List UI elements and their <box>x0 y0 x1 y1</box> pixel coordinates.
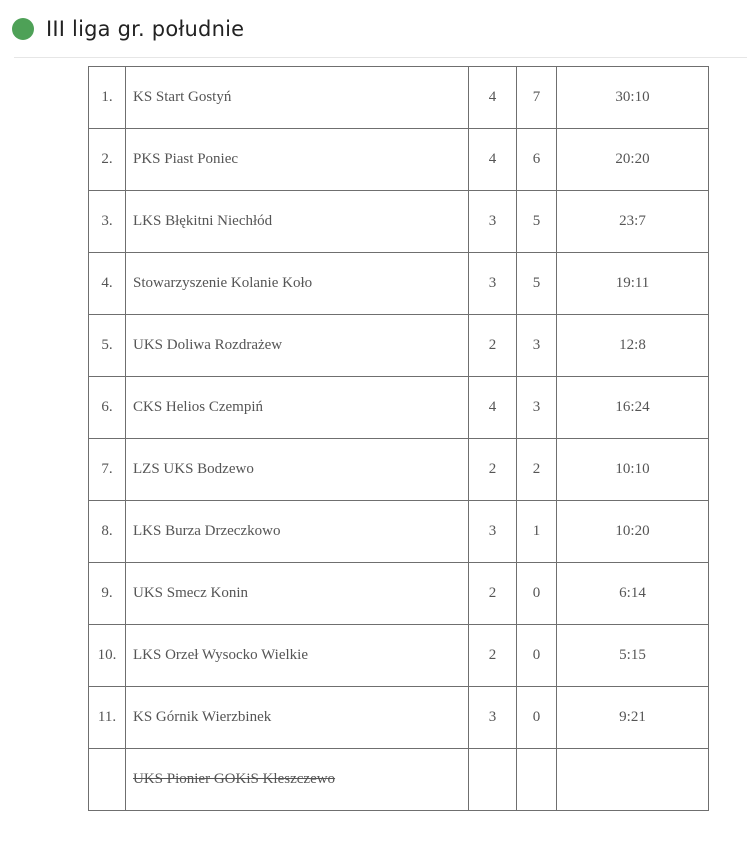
position-cell: 3. <box>89 191 126 253</box>
team-name-cell: LKS Burza Drzeczkowo <box>126 501 469 563</box>
position-cell: 8. <box>89 501 126 563</box>
points-cell: 3 <box>517 377 557 439</box>
sets-ratio-cell: 20:20 <box>557 129 709 191</box>
sets-ratio-cell: 5:15 <box>557 625 709 687</box>
sets-ratio-cell: 23:7 <box>557 191 709 253</box>
sets-ratio-cell: 9:21 <box>557 687 709 749</box>
sets-ratio-cell: 10:10 <box>557 439 709 501</box>
sets-ratio-cell: 19:11 <box>557 253 709 315</box>
points-cell: 6 <box>517 129 557 191</box>
sets-ratio-cell: 16:24 <box>557 377 709 439</box>
position-cell: 4. <box>89 253 126 315</box>
matches-played-cell: 3 <box>469 501 517 563</box>
sets-ratio-cell <box>557 749 709 811</box>
points-cell: 0 <box>517 625 557 687</box>
team-name-cell: UKS Smecz Konin <box>126 563 469 625</box>
team-name-cell: PKS Piast Poniec <box>126 129 469 191</box>
table-row <box>89 377 709 439</box>
table-row <box>89 315 709 377</box>
points-cell: 0 <box>517 687 557 749</box>
team-name-cell: UKS Pionier GOKiS Kleszczewo <box>126 749 469 811</box>
matches-played-cell <box>469 749 517 811</box>
points-cell: 0 <box>517 563 557 625</box>
table-row <box>89 439 709 501</box>
points-cell: 3 <box>517 315 557 377</box>
points-cell <box>517 749 557 811</box>
green-dot-icon <box>12 18 34 40</box>
table-row <box>89 501 709 563</box>
table-row <box>89 625 709 687</box>
sets-ratio-cell: 30:10 <box>557 67 709 129</box>
points-cell: 5 <box>517 191 557 253</box>
position-cell: 6. <box>89 377 126 439</box>
position-cell <box>89 749 126 811</box>
team-name-cell: LKS Orzeł Wysocko Wielkie <box>126 625 469 687</box>
team-name-cell: CKS Helios Czempiń <box>126 377 469 439</box>
position-cell: 5. <box>89 315 126 377</box>
page-header <box>12 12 244 46</box>
team-name-cell: Stowarzyszenie Kolanie Koło <box>126 253 469 315</box>
team-name-cell: UKS Doliwa Rozdrażew <box>126 315 469 377</box>
table-row <box>89 129 709 191</box>
matches-played-cell: 4 <box>469 67 517 129</box>
sets-ratio-cell: 6:14 <box>557 563 709 625</box>
matches-played-cell: 2 <box>469 563 517 625</box>
team-name-cell: LKS Błękitni Niechłód <box>126 191 469 253</box>
points-cell: 5 <box>517 253 557 315</box>
matches-played-cell: 3 <box>469 191 517 253</box>
table-row <box>89 191 709 253</box>
matches-played-cell: 2 <box>469 439 517 501</box>
position-cell: 9. <box>89 563 126 625</box>
table-row <box>89 563 709 625</box>
points-cell: 1 <box>517 501 557 563</box>
header-divider <box>14 57 747 58</box>
table-row <box>89 253 709 315</box>
standings-body <box>89 67 709 811</box>
matches-played-cell: 3 <box>469 253 517 315</box>
position-cell: 1. <box>89 67 126 129</box>
matches-played-cell: 2 <box>469 315 517 377</box>
points-cell: 7 <box>517 67 557 129</box>
matches-played-cell: 4 <box>469 377 517 439</box>
standings-table <box>88 66 709 811</box>
position-cell: 11. <box>89 687 126 749</box>
position-cell: 2. <box>89 129 126 191</box>
matches-played-cell: 4 <box>469 129 517 191</box>
points-cell: 2 <box>517 439 557 501</box>
position-cell: 10. <box>89 625 126 687</box>
table-row <box>89 67 709 129</box>
sets-ratio-cell: 10:20 <box>557 501 709 563</box>
table-row <box>89 687 709 749</box>
matches-played-cell: 3 <box>469 687 517 749</box>
matches-played-cell: 2 <box>469 625 517 687</box>
sets-ratio-cell: 12:8 <box>557 315 709 377</box>
team-name-cell: KS Górnik Wierzbinek <box>126 687 469 749</box>
team-name-cell: KS Start Gostyń <box>126 67 469 129</box>
position-cell: 7. <box>89 439 126 501</box>
page-title: III liga gr. południe <box>46 17 245 41</box>
team-name-cell: LZS UKS Bodzewo <box>126 439 469 501</box>
table-row <box>89 749 709 811</box>
